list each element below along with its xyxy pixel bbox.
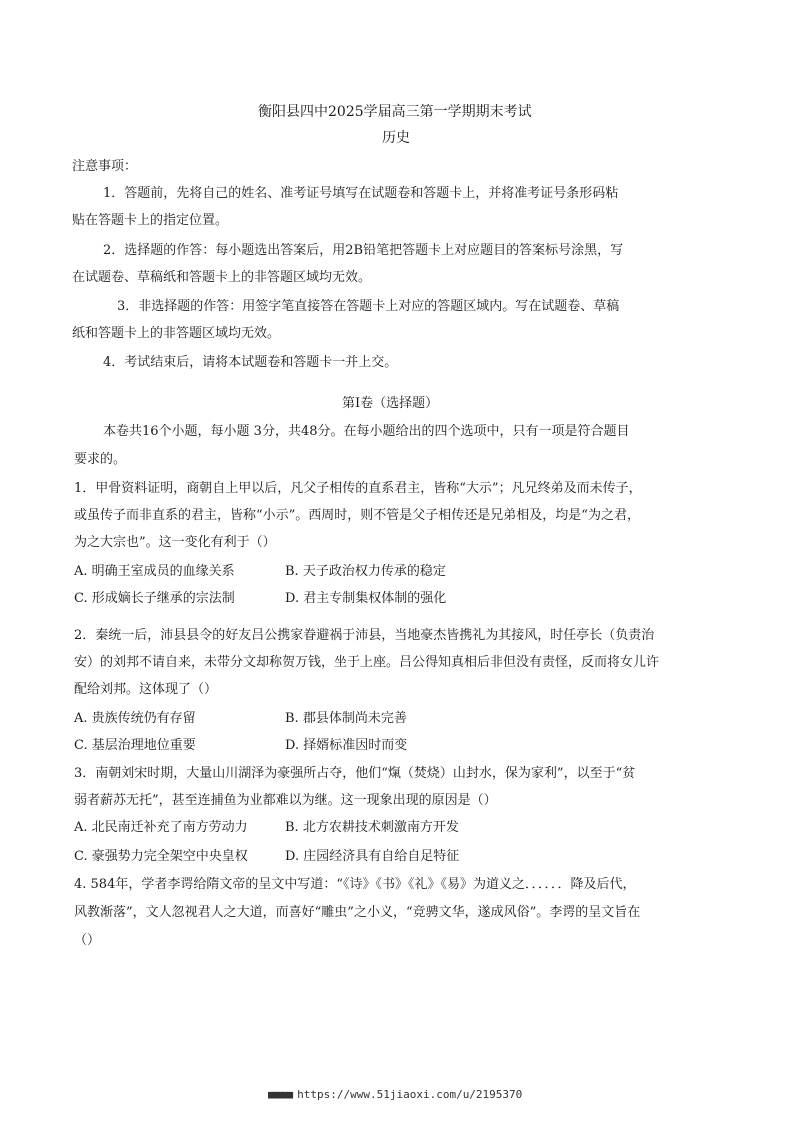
footer-mark: ■■■■■ xyxy=(268,1088,292,1101)
question-2-stem: 2．秦统一后，沛县县令的好友吕公携家眷避祸于沛县，当地豪杰皆携礼为其接风，时任亭长（负责治 xyxy=(74,628,655,643)
question-4-stem: 4. 584年，学者李谔给隋文帝的呈文中写道：“《诗》《书》《礼》《易》为道义之．．．．．．降及后代， xyxy=(74,877,636,892)
exam-title: 衡阳县四中2025学届高三第一学期期末考试 xyxy=(258,104,532,120)
question-2-option-c: C. 基层治理地位重要 xyxy=(74,738,196,753)
question-2-stem: 配给刘邦。这体现了（） xyxy=(74,682,218,697)
question-3-stem: 3．南朝刘宋时期，大量山川湖泽为豪强所占夺，他们“熂（焚烧）山封水，保为家利”，以至于“贫 xyxy=(74,766,636,781)
question-1-stem: 1．甲骨资料证明，商朝自上甲以后，凡父子相传的直系君主，皆称“大示”；凡兄终弟及而未传子， xyxy=(74,481,642,496)
question-1-option-b: B. 天子政治权力传承的稳定 xyxy=(285,564,446,579)
question-2-option-b: B. 郡县体制尚未完善 xyxy=(285,711,407,726)
question-2-option-d: D. 择婿标准因时而变 xyxy=(285,738,408,753)
question-3-stem: 弱者薪苏无托”，甚至连捕鱼为业都难以为继。这一现象出现的原因是（） xyxy=(74,793,497,808)
notice-line: 4．考试结束后，请将本试题卷和答题卡一并上交。 xyxy=(103,355,398,370)
question-4-stem: 风教渐落”，文人忽视君人之大道，而喜好“雕虫”之小义，“竞骋文华，遂成风俗”。李谔的呈文旨在 xyxy=(74,905,641,920)
question-3-option-c: C. 豪强势力完全架空中央皇权 xyxy=(74,849,248,864)
notice-line: 1．答题前，先将自己的姓名、准考证号填写在试题卷和答题卡上，并将准考证号条形码粘 xyxy=(103,186,619,201)
question-1-stem: 或虽传子而非直系的君主，皆称“小示”。西周时，则不管是父子相传还是兄弟相及，均是“为之君， xyxy=(74,508,640,523)
notice-heading: 注意事项： xyxy=(72,159,138,174)
notice-line: 在试题卷、草稿纸和答题卡上的非答题区域均无效。 xyxy=(72,270,372,285)
question-4-stem: （） xyxy=(74,933,101,948)
section-intro: 要求的。 xyxy=(74,452,127,467)
question-3-option-a: A. 北民南迁补充了南方劳动力 xyxy=(74,820,248,835)
question-2-option-a: A. 贵族传统仍有存留 xyxy=(74,711,196,726)
question-1-option-c: C. 形成嫡长子继承的宗法制 xyxy=(74,591,235,606)
question-3-option-b: B. 北方农耕技术刺激南方开发 xyxy=(285,820,459,835)
section-title: 第Ⅰ卷（选择题） xyxy=(342,396,439,411)
notice-line: 3．非选择题的作答：用签字笔直接答在答题卡上对应的答题区域内。写在试题卷、草稿 xyxy=(117,299,620,314)
question-1-option-a: A. 明确王室成员的血缘关系 xyxy=(74,564,235,579)
question-1-stem: 为之大宗也”。这一变化有利于（） xyxy=(74,535,276,550)
question-3-option-d: D. 庄园经济具有自给自足特征 xyxy=(285,849,460,864)
notice-line: 贴在答题卡上的指定位置。 xyxy=(72,213,229,228)
footer-watermark xyxy=(268,1086,522,1104)
subject-title: 历史 xyxy=(382,130,410,146)
notice-line: 2．选择题的作答：每小题选出答案后，用2B铅笔把答题卡上对应题目的答案标号涂黑，写 xyxy=(103,243,624,258)
section-intro: 本卷共16个小题，每小题 3分，共48分。在每小题给出的四个选项中，只有一项是符合题目 xyxy=(103,424,630,439)
notice-line: 纸和答题卡上的非答题区域均无效。 xyxy=(72,326,281,341)
footer-url: https://www.51jiaoxi.com/u/2195370 xyxy=(297,1088,523,1101)
question-2-stem: 安）的刘邦不请自来，未带分文却称贺万钱，坐于上座。吕公得知真相后非但没有责怪，反而将女儿许 xyxy=(74,655,660,670)
question-1-option-d: D. 君主专制集权体制的强化 xyxy=(285,591,447,606)
